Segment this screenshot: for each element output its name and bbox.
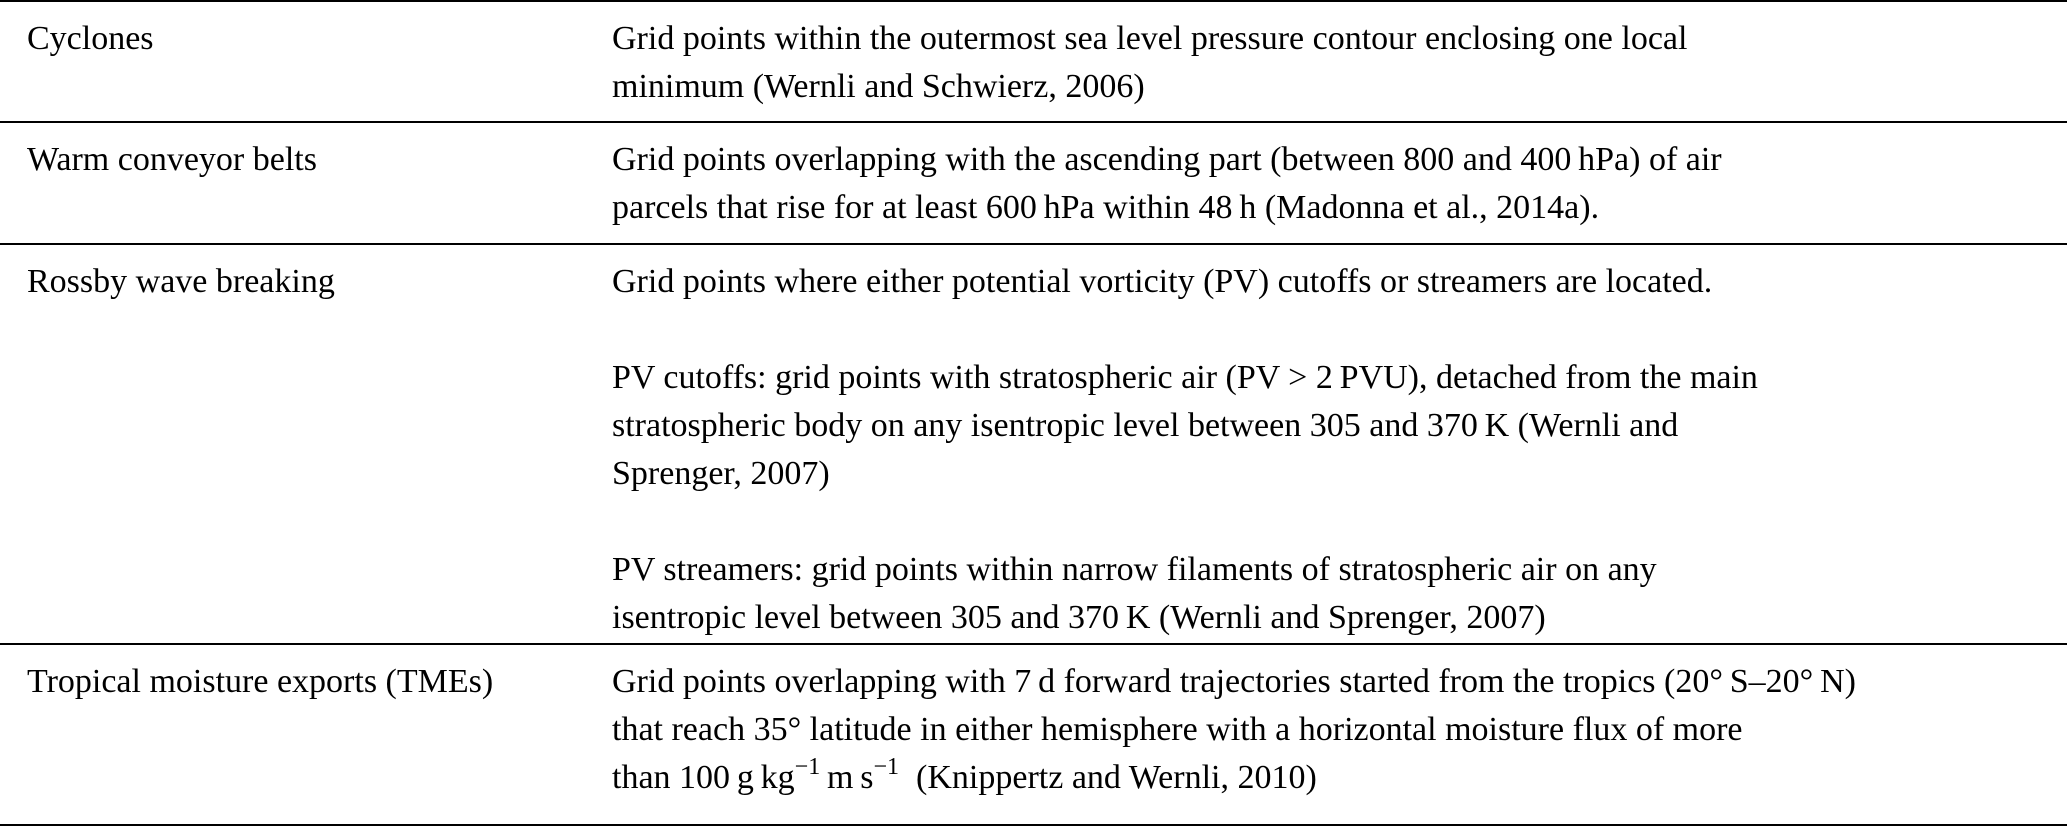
text-line: PV cutoffs: grid points with stratospheric air (PV > 2 PVU), detached from the main [612,359,1758,396]
feature-name: Warm conveyor belts [27,141,317,178]
text-line: Grid points overlapping with 7 d forward trajectories started from the tropics (20° S–20° N) [612,663,1856,700]
description-paragraph [612,658,2067,802]
feature-name: Rossby wave breaking [27,263,335,300]
text-line: Grid points overlapping with the ascending part (between 800 and 400 hPa) of air [612,141,1722,178]
description-paragraph [612,258,2067,306]
description-paragraph [612,546,2067,642]
text-line: Sprenger, 2007) [612,455,830,492]
feature-description [612,645,2067,824]
table-row [0,245,2067,645]
text-line-with-units [612,754,2067,802]
text-line: stratospheric body on any isentropic level between 305 and 370 K (Wernli and [612,407,1679,444]
text-line: minimum (Wernli and Schwierz, 2006) [612,68,1145,105]
table-row [0,123,2067,245]
text-line: Grid points where either potential vorticity (PV) cutoffs or streamers are located. [612,263,1713,300]
citation-text: (Knippertz and Wernli, 2010) [899,759,1317,796]
description-paragraph [612,354,2067,498]
description-paragraph [612,15,2067,111]
text-line: that reach 35° latitude in either hemisphere with a horizontal moisture flux of more [612,711,1743,748]
text-line: parcels that rise for at least 600 hPa within 48 h (Madonna et al., 2014a). [612,189,1600,226]
table-row [0,0,2067,123]
feature-description [612,2,2067,121]
feature-description [612,245,2067,643]
table-row [0,645,2067,826]
text-line: PV streamers: grid points within narrow filaments of stratospheric air on any [612,551,1657,588]
unit-text: than 100 g kg [612,759,795,796]
unit-text: m s [820,759,874,796]
description-paragraph [612,136,2067,232]
text-line: Grid points within the outermost sea level pressure contour enclosing one local [612,20,1688,57]
feature-description [612,123,2067,243]
text-line: isentropic level between 305 and 370 K (Wernli and Sprenger, 2007) [612,599,1546,636]
exponent: −1 [873,753,900,780]
feature-name: Cyclones [27,20,154,57]
feature-name: Tropical moisture exports (TMEs) [27,663,494,700]
exponent: −1 [794,753,821,780]
